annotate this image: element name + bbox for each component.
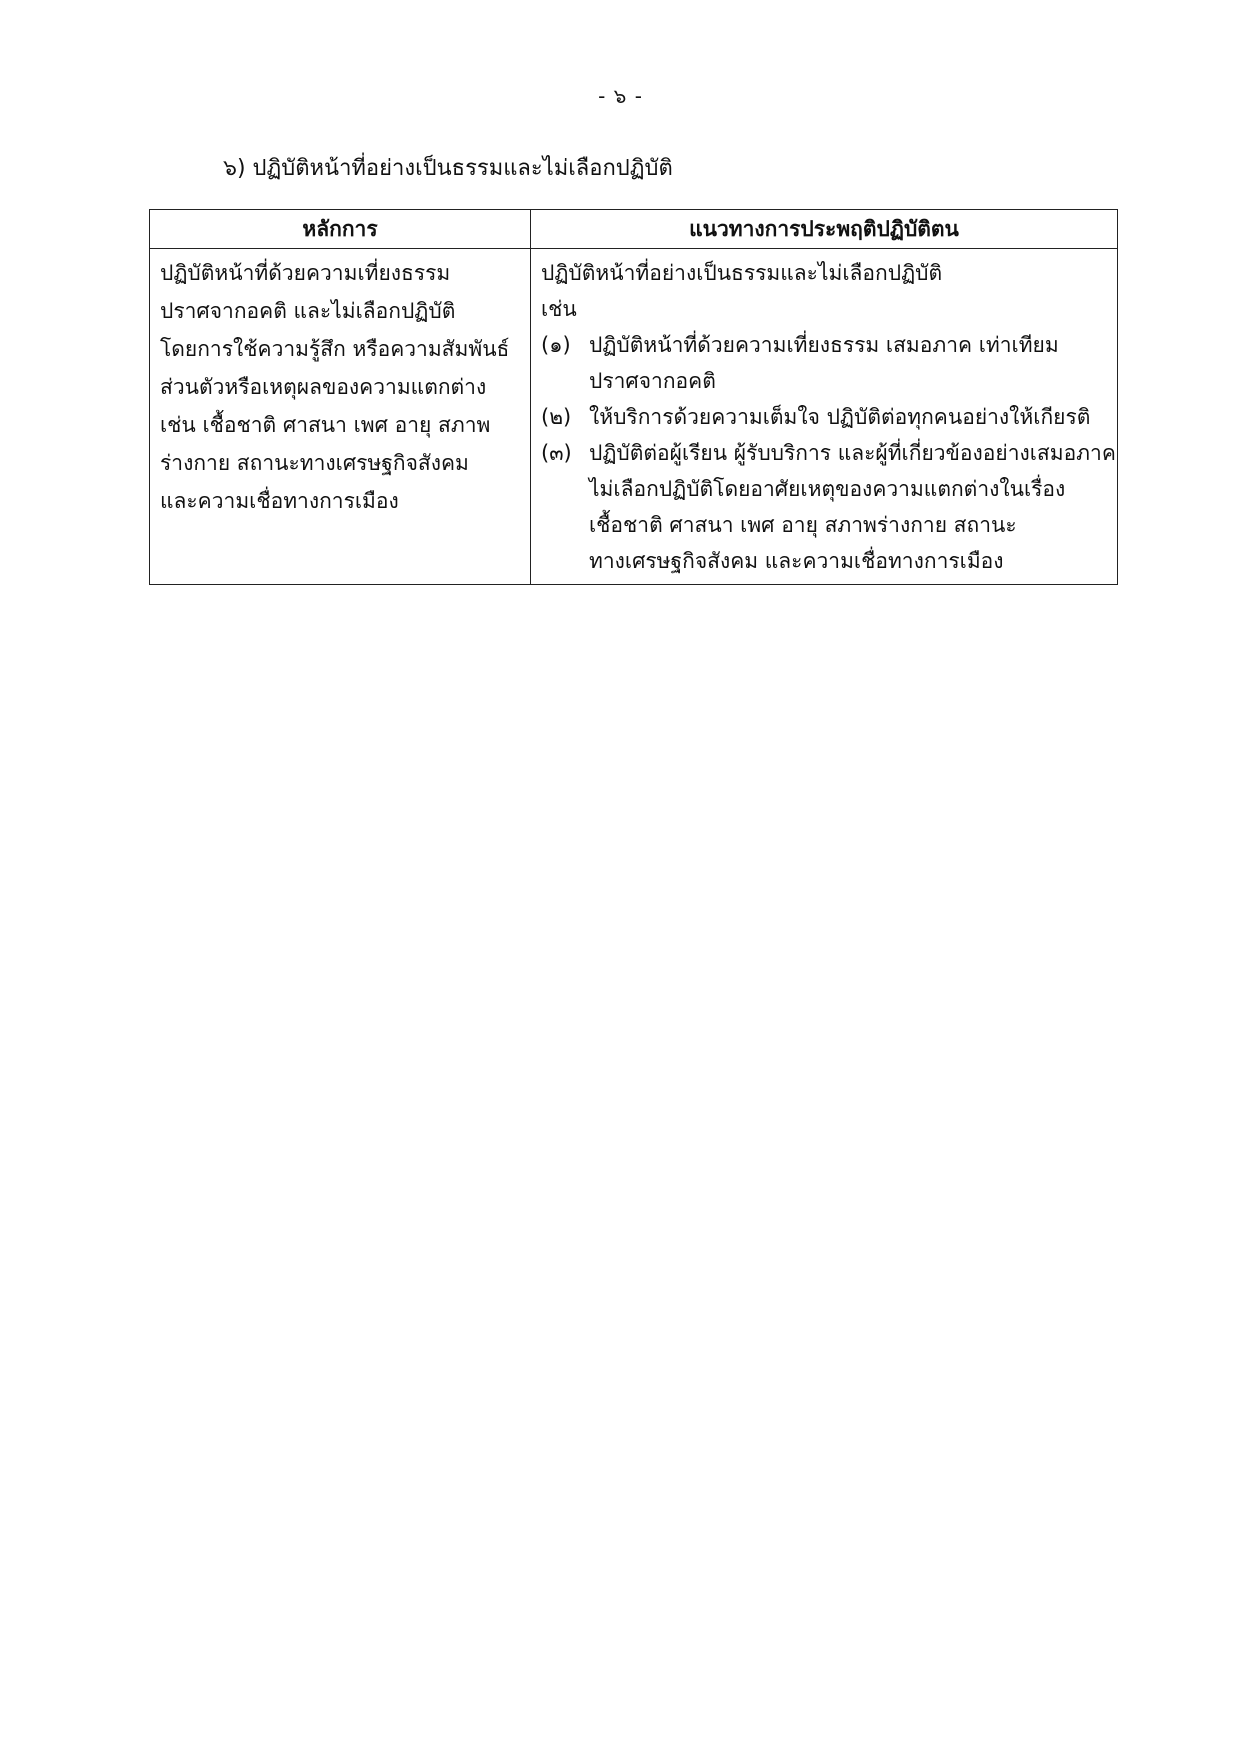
guideline-item-line: ปฏิบัติหน้าที่ด้วยความเที่ยงธรรม เสมอภาค เท่าเทียม — [589, 333, 1059, 357]
guideline-item-line: ปฏิบัติต่อผู้เรียน ผู้รับบริการ และผู้ที่เกี่ยวข้องอย่างเสมอภาค — [589, 441, 1116, 465]
principle-guideline-table — [149, 209, 1118, 585]
principle-line: และความเชื่อทางการเมือง — [160, 489, 399, 513]
guideline-item-line: ไม่เลือกปฏิบัติโดยอาศัยเหตุของความแตกต่างในเรื่อง — [589, 477, 1066, 501]
guideline-cell — [531, 249, 1118, 585]
principle-line: โดยการใช้ความรู้สึก หรือความสัมพันธ์ — [160, 337, 510, 361]
guideline-item-number: (๒) — [541, 405, 572, 429]
guideline-intro-line: ปฏิบัติหน้าที่อย่างเป็นธรรมและไม่เลือกปฏิบัติ — [541, 261, 943, 285]
principle-line: ปราศจากอคติ และไม่เลือกปฏิบัติ — [160, 299, 456, 323]
principle-column-header: หลักการ — [150, 210, 531, 249]
guideline-item-line: ให้บริการด้วยความเต็มใจ ปฏิบัติต่อทุกคนอย่างให้เกียรติ — [589, 405, 1091, 429]
principle-cell — [150, 249, 531, 585]
table-row — [150, 249, 1118, 585]
guideline-item-number: (๓) — [541, 441, 572, 465]
principle-line: ร่างกาย สถานะทางเศรษฐกิจสังคม — [160, 451, 469, 475]
guideline-item-line: ปราศจากอคติ — [589, 369, 716, 393]
guideline-item — [541, 435, 1116, 579]
section-heading: ๖) ปฏิบัติหน้าที่อย่างเป็นธรรมและไม่เลือกปฏิบัติ — [223, 156, 673, 181]
table-header-row — [150, 210, 1118, 249]
principle-line: เช่น เชื้อชาติ ศาสนา เพศ อายุ สภาพ — [160, 413, 491, 437]
guideline-column-header: แนวทางการประพฤติปฏิบัติตน — [531, 210, 1118, 249]
principle-line: ส่วนตัวหรือเหตุผลของความแตกต่าง — [160, 375, 487, 399]
guideline-item-line: เชื้อชาติ ศาสนา เพศ อายุ สภาพร่างกาย สถานะ — [589, 513, 1017, 537]
principle-line: ปฏิบัติหน้าที่ด้วยความเที่ยงธรรม — [160, 261, 451, 285]
guideline-item — [541, 327, 1107, 399]
guideline-intro-line: เช่น — [541, 297, 577, 321]
guideline-item-number: (๑) — [541, 333, 571, 357]
guideline-item — [541, 399, 1107, 435]
guideline-item-line: ทางเศรษฐกิจสังคม และความเชื่อทางการเมือง — [589, 549, 1004, 573]
page-number: - ๖ - — [598, 84, 643, 108]
